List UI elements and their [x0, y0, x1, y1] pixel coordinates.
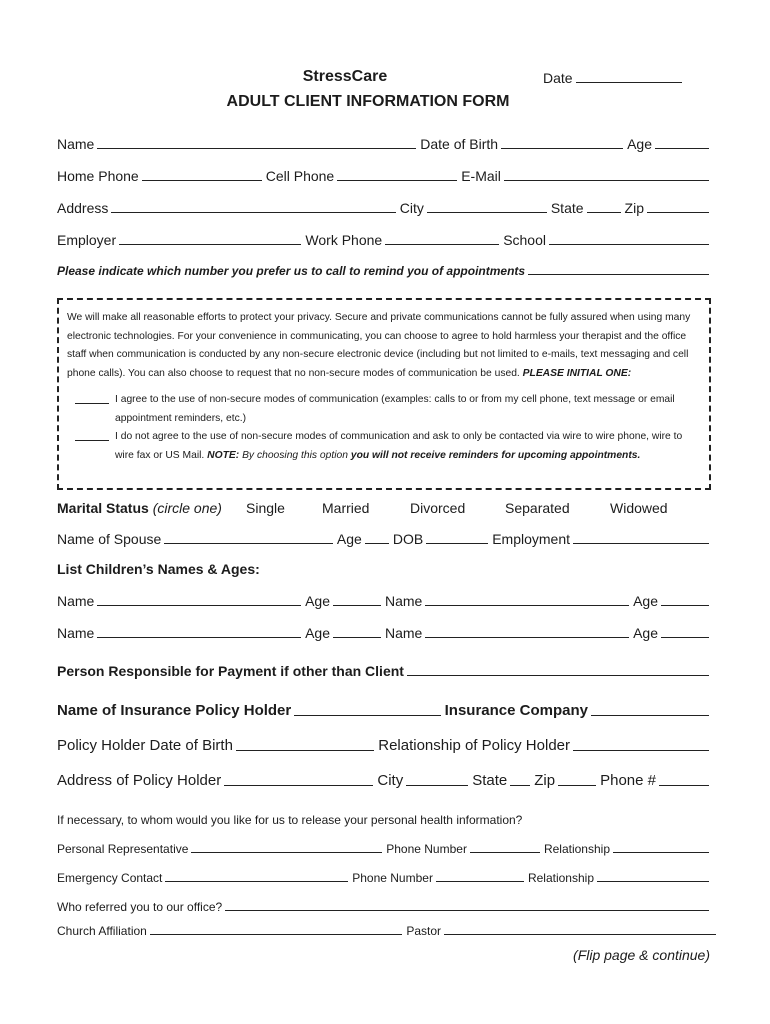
payment-responsible-label: Person Responsible for Payment if other than Client [57, 663, 404, 679]
address-row [57, 200, 713, 216]
referred-label: Who referred you to our office? [57, 900, 223, 914]
disagree-initial-field[interactable] [75, 428, 109, 441]
emergency-field[interactable] [165, 880, 348, 882]
holder-address-field[interactable] [224, 784, 373, 786]
child-2-age-field[interactable] [661, 604, 709, 606]
emergency-relationship-field[interactable] [597, 880, 709, 882]
holder-address-label: Address of Policy Holder [57, 772, 222, 789]
age-field[interactable] [655, 147, 709, 149]
note-text: By choosing this option [242, 449, 348, 461]
dob-label: Date of Birth [420, 136, 499, 152]
holder-dob-field[interactable] [236, 749, 374, 751]
child-age-label: Age [633, 593, 658, 609]
payment-responsible-field[interactable] [407, 674, 709, 676]
holder-dob-row [57, 737, 713, 754]
note-label: NOTE: [207, 449, 240, 461]
representative-row [57, 842, 713, 856]
child-name-label: Name [57, 625, 95, 641]
form-title: ADULT CLIENT INFORMATION FORM [226, 93, 510, 110]
phone-row [57, 168, 713, 184]
marital-option-single[interactable]: Single [246, 500, 285, 516]
zip-field[interactable] [647, 211, 709, 213]
employer-label: Employer [57, 232, 117, 248]
child-3-age-field[interactable] [333, 636, 381, 638]
child-1-age-field[interactable] [333, 604, 381, 606]
holder-state-field[interactable] [510, 784, 530, 786]
marital-option-married[interactable]: Married [322, 500, 370, 516]
spouse-employment-label: Employment [492, 531, 570, 547]
school-field[interactable] [549, 243, 709, 245]
insurance-company-label: Insurance Company [444, 702, 588, 719]
spouse-name-label: Name of Spouse [57, 531, 162, 547]
payment-row [57, 663, 713, 679]
holder-state-label: State [472, 772, 508, 789]
age-label: Age [627, 136, 652, 152]
spouse-age-label: Age [336, 531, 362, 547]
holder-dob-label: Policy Holder Date of Birth [57, 737, 233, 754]
child-age-label: Age [305, 593, 330, 609]
child-age-label: Age [305, 625, 330, 641]
date-row [543, 70, 686, 86]
referred-field[interactable] [225, 909, 709, 911]
work-phone-label: Work Phone [305, 232, 383, 248]
rep-phone-label: Phone Number [386, 842, 467, 856]
rep-relationship-field[interactable] [613, 851, 709, 853]
date-field[interactable] [576, 81, 682, 83]
option-disagree-text: I do not agree to the use of non-secure modes of communication and ask to only be contacted via wire to wire phone, wire to wire fax or US Mail. [115, 431, 683, 461]
employer-row [57, 232, 713, 248]
spouse-dob-label: DOB [392, 531, 424, 547]
call-preference-row [57, 264, 713, 278]
insurance-holder-field[interactable] [294, 714, 440, 716]
call-preference-field[interactable] [528, 273, 709, 275]
email-label: E-Mail [461, 168, 501, 184]
holder-phone-field[interactable] [659, 784, 709, 786]
referred-row [57, 900, 713, 914]
name-row [57, 136, 713, 152]
home-phone-label: Home Phone [57, 168, 139, 184]
option-agree-text: I agree to the use of non-secure modes of communication (examples: calls to or from my cell phone, text message or email appointment reminders, etc.) [115, 394, 675, 424]
cell-phone-field[interactable] [337, 179, 457, 181]
home-phone-field[interactable] [142, 179, 262, 181]
representative-field[interactable] [191, 851, 382, 853]
work-phone-field[interactable] [385, 243, 499, 245]
child-2-name-field[interactable] [425, 604, 629, 606]
spouse-dob-field[interactable] [426, 542, 488, 544]
representative-label: Personal Representative [57, 842, 189, 856]
name-field[interactable] [97, 147, 416, 149]
release-question: If necessary, to whom would you like for us to release your personal health information? [57, 813, 523, 827]
emergency-phone-field[interactable] [436, 880, 524, 882]
emergency-phone-label: Phone Number [352, 871, 433, 885]
spouse-age-field[interactable] [365, 542, 389, 544]
child-name-label: Name [385, 625, 423, 641]
option-disagree-block [115, 428, 701, 465]
spouse-name-field[interactable] [164, 542, 333, 544]
zip-label: Zip [624, 200, 644, 216]
marital-option-divorced[interactable]: Divorced [410, 500, 466, 516]
call-preference-label: Please indicate which number you prefer us to call to remind you of appointments [57, 264, 526, 278]
child-name-label: Name [57, 593, 95, 609]
initial-prompt: PLEASE INITIAL ONE: [522, 367, 632, 379]
agree-initial-field[interactable] [75, 391, 109, 404]
dob-field[interactable] [501, 147, 623, 149]
child-4-name-field[interactable] [425, 636, 629, 638]
cell-phone-label: Cell Phone [265, 168, 335, 184]
state-field[interactable] [587, 211, 621, 213]
insurance-holder-row [57, 702, 713, 719]
school-label: School [503, 232, 546, 248]
email-field[interactable] [504, 179, 709, 181]
children-heading-row [57, 561, 713, 577]
marital-status-label: Marital Status [57, 500, 149, 516]
emergency-row [57, 871, 713, 885]
address-label: Address [57, 200, 109, 216]
holder-zip-label: Zip [534, 772, 556, 789]
release-question-row [57, 813, 713, 827]
spouse-employment-field[interactable] [573, 542, 709, 544]
city-label: City [399, 200, 424, 216]
holder-city-label: City [377, 772, 404, 789]
child-1-name-field[interactable] [97, 604, 301, 606]
church-row [57, 924, 720, 938]
employer-field[interactable] [119, 243, 301, 245]
children-heading: List Children’s Names & Ages: [57, 561, 260, 577]
name-label: Name [57, 136, 95, 152]
marital-status-label-group [57, 500, 222, 516]
company-name: StressCare [302, 68, 388, 85]
children-row-1 [57, 593, 713, 609]
rep-relationship-label: Relationship [543, 842, 610, 856]
continue-note: (Flip page & continue) [573, 947, 710, 963]
child-4-age-field[interactable] [661, 636, 709, 638]
insurance-holder-label: Name of Insurance Policy Holder [57, 702, 292, 719]
state-label: State [550, 200, 584, 216]
holder-relationship-field[interactable] [573, 749, 709, 751]
spouse-row [57, 531, 713, 547]
child-age-label: Age [633, 625, 658, 641]
child-name-label: Name [385, 593, 423, 609]
privacy-notice [57, 298, 711, 490]
marital-option-separated[interactable]: Separated [505, 500, 570, 516]
insurance-company-field[interactable] [591, 714, 709, 716]
option-disagree [75, 428, 701, 465]
notice-paragraph [67, 309, 701, 383]
marital-option-widowed[interactable]: Widowed [610, 500, 668, 516]
option-agree [75, 391, 701, 428]
holder-phone-label: Phone # [600, 772, 656, 789]
notice-text: We will make all reasonable efforts to protect your privacy. Secure and private communications cannot be fully assured when using many electronic technologies. For your convenience in communicating, you can choose to agree to hold harmless your therapist and the office staff when communication is conducted by any non-secure electronic device (including but not limited to e-mails, text messaging and cell phone calls). You can also choose to request that no non-secure modes of communication be used. [67, 312, 691, 379]
city-field[interactable] [427, 211, 547, 213]
children-row-2 [57, 625, 713, 641]
holder-city-field[interactable] [406, 784, 468, 786]
church-field[interactable] [150, 933, 402, 935]
pastor-field[interactable] [444, 933, 716, 935]
date-label: Date [543, 70, 573, 86]
holder-address-row [57, 772, 713, 789]
church-label: Church Affiliation [57, 924, 147, 938]
pastor-label: Pastor [406, 924, 441, 938]
holder-relationship-label: Relationship of Policy Holder [378, 737, 570, 754]
rep-phone-field[interactable] [470, 851, 540, 853]
address-field[interactable] [111, 211, 395, 213]
note-bold: you will not receive reminders for upcoming appointments. [350, 449, 641, 461]
child-3-name-field[interactable] [97, 636, 301, 638]
emergency-relationship-label: Relationship [527, 871, 594, 885]
emergency-label: Emergency Contact [57, 871, 163, 885]
marital-status-hint: (circle one) [152, 500, 222, 516]
holder-zip-field[interactable] [558, 784, 596, 786]
